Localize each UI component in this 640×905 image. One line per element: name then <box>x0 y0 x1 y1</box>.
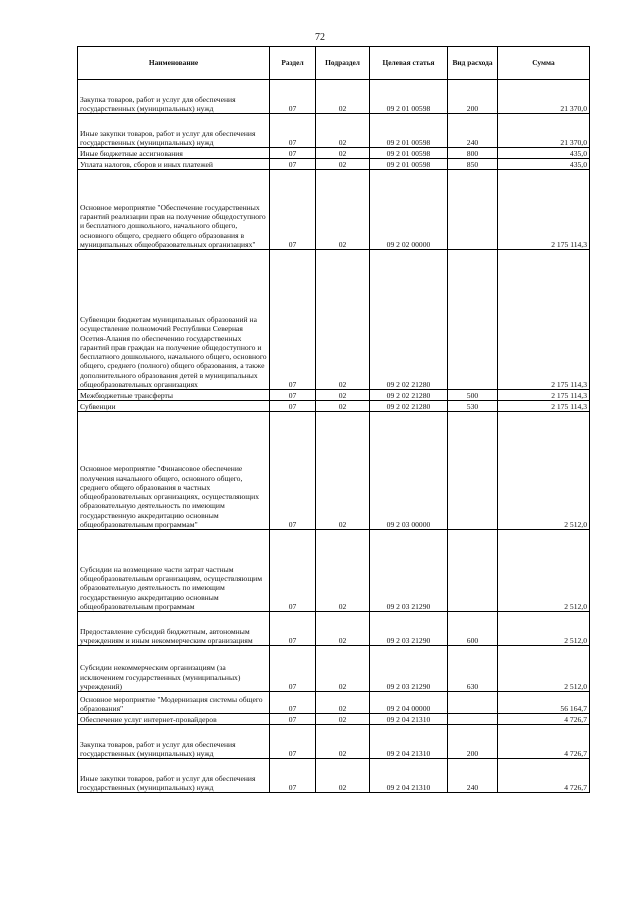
cell-subsection: 02 <box>316 159 370 170</box>
cell-name: Иные бюджетные ассигнования <box>78 148 270 159</box>
table-row <box>78 412 590 530</box>
cell-name: Основное мероприятие "Модернизация системы общего образования" <box>78 692 270 714</box>
cell-amount: 2 175 114,3 <box>498 390 590 401</box>
cell-target: 09 2 04 00000 <box>370 692 448 714</box>
cell-section: 07 <box>270 250 316 390</box>
table-row <box>78 401 590 412</box>
cell-target: 09 2 01 00598 <box>370 148 448 159</box>
cell-amount: 435,0 <box>498 148 590 159</box>
cell-section: 07 <box>270 692 316 714</box>
column-header-section: Раздел <box>270 47 316 80</box>
cell-amount: 435,0 <box>498 159 590 170</box>
cell-target: 09 2 04 21310 <box>370 759 448 793</box>
table-row <box>78 250 590 390</box>
cell-expense-type <box>448 530 498 612</box>
cell-section: 07 <box>270 159 316 170</box>
cell-target: 09 2 01 00598 <box>370 114 448 148</box>
cell-subsection: 02 <box>316 646 370 692</box>
table-row <box>78 714 590 725</box>
page-number: 72 <box>315 32 325 43</box>
cell-section: 07 <box>270 148 316 159</box>
cell-section: 07 <box>270 646 316 692</box>
table-row <box>78 759 590 793</box>
cell-section: 07 <box>270 114 316 148</box>
cell-expense-type: 200 <box>448 80 498 114</box>
cell-subsection: 02 <box>316 250 370 390</box>
column-header-subsection: Подраздел <box>316 47 370 80</box>
cell-target: 09 2 03 21290 <box>370 530 448 612</box>
cell-target: 09 2 03 00000 <box>370 412 448 530</box>
table-row <box>78 170 590 250</box>
cell-section: 07 <box>270 714 316 725</box>
cell-subsection: 02 <box>316 390 370 401</box>
cell-subsection: 02 <box>316 714 370 725</box>
table-row <box>78 114 590 148</box>
table-row <box>78 80 590 114</box>
cell-name: Субсидии на возмещение части затрат частным общеобразовательным организациям, осуществляющим образовательную деятельность по имеющим государственную аккредитацию основным общеобразовательным программам <box>78 530 270 612</box>
cell-section: 07 <box>270 80 316 114</box>
column-header-amount: Сумма <box>498 47 590 80</box>
cell-name: Иные закупки товаров, работ и услуг для обеспечения государственных (муниципальных) нужд <box>78 759 270 793</box>
cell-name: Межбюджетные трансферты <box>78 390 270 401</box>
cell-section: 07 <box>270 390 316 401</box>
cell-expense-type: 240 <box>448 114 498 148</box>
cell-amount: 2 175 114,3 <box>498 250 590 390</box>
cell-subsection: 02 <box>316 412 370 530</box>
cell-subsection: 02 <box>316 725 370 759</box>
table-row <box>78 159 590 170</box>
cell-amount: 4 726,7 <box>498 725 590 759</box>
table-row <box>78 148 590 159</box>
cell-name: Основное мероприятие "Обеспечение государственных гарантий реализации прав на получение общедоступного и бесплатного дошкольного, начального общего, основного общего, среднего общего образования в муниципальных общеобразовательных организациях" <box>78 170 270 250</box>
cell-name: Основное мероприятие "Финансовое обеспечение получения начального общего, основного общего, среднего общего образования в частных общеобразовательных организациях, осуществляющих образовательную деятельность по имеющим государственную аккредитацию основным общеобразовательным программам" <box>78 412 270 530</box>
cell-name: Предоставление субсидий бюджетным, автономным учреждениям и иным некоммерческим организациям <box>78 612 270 646</box>
cell-target: 09 2 04 21310 <box>370 714 448 725</box>
table-row <box>78 692 590 714</box>
column-header-target: Целевая статья <box>370 47 448 80</box>
cell-expense-type <box>448 714 498 725</box>
cell-subsection: 02 <box>316 114 370 148</box>
cell-target: 09 2 01 00598 <box>370 159 448 170</box>
cell-name: Обеспечение услуг интернет-провайдеров <box>78 714 270 725</box>
cell-name: Иные закупки товаров, работ и услуг для обеспечения государственных (муниципальных) нужд <box>78 114 270 148</box>
table-row <box>78 612 590 646</box>
cell-section: 07 <box>270 530 316 612</box>
cell-name: Субсидии некоммерческим организациям (за исключением государственных (муниципальных) учреждений) <box>78 646 270 692</box>
cell-section: 07 <box>270 725 316 759</box>
cell-subsection: 02 <box>316 148 370 159</box>
cell-expense-type: 630 <box>448 646 498 692</box>
cell-subsection: 02 <box>316 401 370 412</box>
cell-expense-type: 600 <box>448 612 498 646</box>
cell-name: Закупка товаров, работ и услуг для обеспечения государственных (муниципальных) нужд <box>78 80 270 114</box>
cell-target: 09 2 02 21280 <box>370 401 448 412</box>
cell-expense-type: 850 <box>448 159 498 170</box>
cell-target: 09 2 04 21310 <box>370 725 448 759</box>
table-row <box>78 530 590 612</box>
cell-subsection: 02 <box>316 692 370 714</box>
column-header-name: Наименование <box>78 47 270 80</box>
cell-amount: 21 370,0 <box>498 80 590 114</box>
cell-amount: 2 512,0 <box>498 612 590 646</box>
cell-amount: 2 512,0 <box>498 530 590 612</box>
cell-section: 07 <box>270 612 316 646</box>
cell-target: 09 2 03 21290 <box>370 612 448 646</box>
cell-section: 07 <box>270 401 316 412</box>
cell-section: 07 <box>270 759 316 793</box>
cell-name: Уплата налогов, сборов и иных платежей <box>78 159 270 170</box>
cell-subsection: 02 <box>316 170 370 250</box>
cell-expense-type: 530 <box>448 401 498 412</box>
cell-amount: 2 512,0 <box>498 412 590 530</box>
cell-amount: 2 175 114,3 <box>498 170 590 250</box>
table-row <box>78 646 590 692</box>
cell-expense-type <box>448 692 498 714</box>
cell-section: 07 <box>270 170 316 250</box>
cell-expense-type: 200 <box>448 725 498 759</box>
cell-amount: 2 512,0 <box>498 646 590 692</box>
cell-expense-type <box>448 250 498 390</box>
cell-target: 09 2 02 00000 <box>370 170 448 250</box>
cell-subsection: 02 <box>316 80 370 114</box>
table-row <box>78 390 590 401</box>
cell-target: 09 2 02 21280 <box>370 390 448 401</box>
table-header-row <box>78 47 590 80</box>
cell-subsection: 02 <box>316 759 370 793</box>
table-row <box>78 725 590 759</box>
cell-subsection: 02 <box>316 612 370 646</box>
cell-amount: 4 726,7 <box>498 759 590 793</box>
cell-subsection: 02 <box>316 530 370 612</box>
column-header-expense-type: Вид расхода <box>448 47 498 80</box>
budget-table <box>77 46 590 793</box>
cell-expense-type <box>448 170 498 250</box>
cell-expense-type: 800 <box>448 148 498 159</box>
cell-target: 09 2 02 21280 <box>370 250 448 390</box>
cell-name: Субвенции бюджетам муниципальных образований на осуществление полномочий Республики Северная Осетия-Алания по обеспечению государственных гарантий прав граждан на получение общедоступного и бесплатного дошкольного, начального общего, основного общего, среднего (полного) общего образования, а также дополнительного образования детей в муниципальных общеобразовательных организациях <box>78 250 270 390</box>
cell-amount: 4 726,7 <box>498 714 590 725</box>
cell-expense-type: 240 <box>448 759 498 793</box>
cell-expense-type <box>448 412 498 530</box>
cell-section: 07 <box>270 412 316 530</box>
cell-target: 09 2 01 00598 <box>370 80 448 114</box>
cell-amount: 56 164,7 <box>498 692 590 714</box>
cell-amount: 21 370,0 <box>498 114 590 148</box>
cell-name: Субвенции <box>78 401 270 412</box>
cell-name: Закупка товаров, работ и услуг для обеспечения государственных (муниципальных) нужд <box>78 725 270 759</box>
cell-amount: 2 175 114,3 <box>498 401 590 412</box>
cell-expense-type: 500 <box>448 390 498 401</box>
cell-target: 09 2 03 21290 <box>370 646 448 692</box>
